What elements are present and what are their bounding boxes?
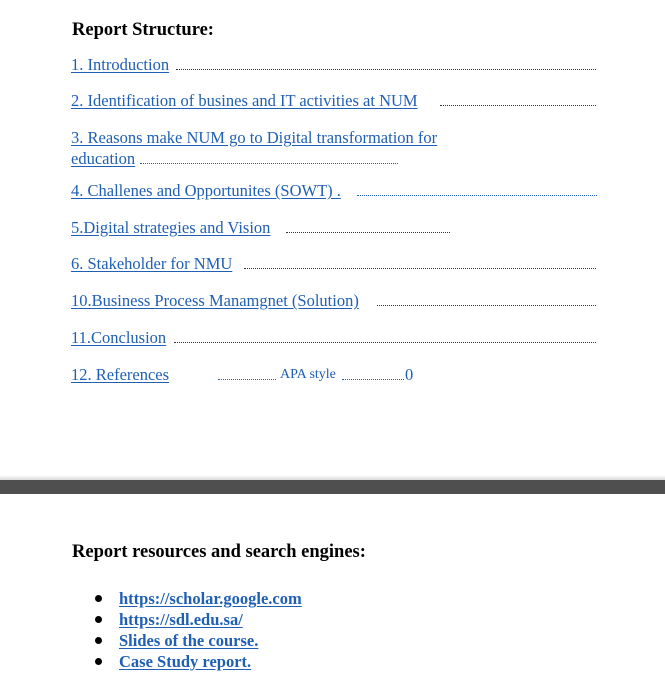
toc-entry-note: APA style bbox=[280, 367, 336, 382]
toc-entry-label[interactable]: 1. Introduction bbox=[71, 55, 170, 74]
toc-leader-dots bbox=[140, 163, 398, 164]
toc-leader-dots bbox=[176, 69, 596, 70]
page-separator bbox=[0, 480, 665, 494]
resource-link-sdl[interactable] bbox=[95, 609, 302, 630]
resource-link-slides[interactable] bbox=[95, 630, 302, 651]
resource-link-label[interactable]: https://scholar.google.com bbox=[119, 589, 302, 608]
bullet-icon bbox=[95, 658, 102, 665]
bullet-icon bbox=[95, 637, 102, 644]
toc-entry-references[interactable] bbox=[71, 365, 169, 385]
resource-link-scholar[interactable] bbox=[95, 588, 302, 609]
toc-leader-dots bbox=[218, 379, 276, 380]
toc-leader-dots bbox=[377, 305, 596, 306]
bullet-icon bbox=[95, 595, 102, 602]
toc-entry-identification[interactable] bbox=[71, 91, 418, 111]
resource-link-label[interactable]: Case Study report. bbox=[119, 652, 252, 671]
toc-entry-label-cont[interactable]: education bbox=[71, 149, 136, 168]
toc-entry-label[interactable]: 12. References bbox=[71, 365, 170, 384]
resource-link-label[interactable]: https://sdl.edu.sa/ bbox=[119, 610, 243, 629]
toc-entry-label[interactable]: 2. Identification of busines and IT activities at NUM bbox=[71, 91, 418, 110]
toc-entry-reasons[interactable] bbox=[71, 128, 437, 148]
bullet-icon bbox=[95, 616, 102, 623]
toc-entry-reasons-cont[interactable] bbox=[71, 149, 135, 169]
toc-entry-introduction[interactable] bbox=[71, 55, 169, 75]
toc-leader-dots bbox=[357, 195, 597, 196]
toc-entry-label[interactable]: 3. Reasons make NUM go to Digital transformation for bbox=[71, 128, 438, 147]
toc-entry-strategies[interactable] bbox=[71, 218, 270, 238]
toc-entry-business-process[interactable] bbox=[71, 291, 359, 311]
toc-leader-dots bbox=[440, 105, 596, 106]
document-page-2 bbox=[0, 494, 665, 700]
toc-entry-label[interactable]: 5.Digital strategies and Vision bbox=[71, 218, 271, 237]
toc-entry-label[interactable]: 6. Stakeholder for NMU bbox=[71, 254, 233, 273]
resource-link-label[interactable]: Slides of the course. bbox=[119, 631, 259, 650]
report-structure-heading: Report Structure: bbox=[72, 20, 214, 40]
resource-link-case-study[interactable] bbox=[95, 651, 302, 672]
toc-entry-label[interactable]: 11.Conclusion bbox=[71, 328, 167, 347]
resource-links-list bbox=[95, 588, 302, 672]
toc-entry-conclusion[interactable] bbox=[71, 328, 166, 348]
resources-heading: Report resources and search engines: bbox=[72, 542, 366, 562]
toc-leader-dots bbox=[244, 268, 596, 269]
toc-entry-label[interactable]: 4. Challenes and Opportunites (SOWT) . bbox=[71, 181, 341, 200]
toc-entry-stakeholder[interactable] bbox=[71, 254, 232, 274]
toc-leader-dots bbox=[286, 232, 450, 233]
toc-entry-page-number: 0 bbox=[405, 365, 414, 384]
toc-entry-label[interactable]: 10.Business Process Manamgnet (Solution) bbox=[71, 291, 359, 310]
toc-entry-challenges[interactable] bbox=[71, 181, 341, 201]
toc-leader-dots bbox=[342, 379, 404, 380]
toc-leader-dots bbox=[174, 342, 596, 343]
